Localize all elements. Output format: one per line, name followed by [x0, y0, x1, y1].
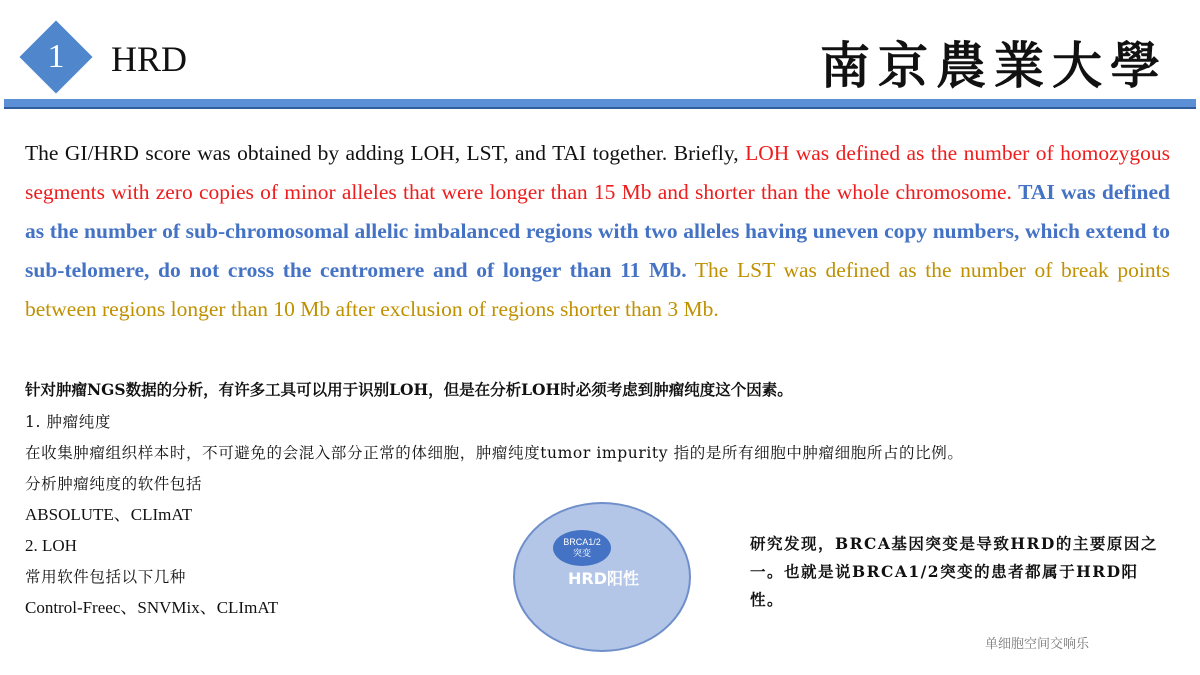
section-badge [16, 17, 96, 97]
list-item: ABSOLUTE、CLImAT [25, 505, 193, 524]
loh-definition-text: LOH was defined as the number of homozygous segments with zero copies of minor alleles that were longer than 15 Mb and shorter than the whole chromosome. [25, 141, 1170, 204]
header-divider [4, 99, 1196, 109]
list-item: 2. LOH [25, 536, 77, 555]
hrd-venn-diagram [513, 502, 693, 650]
footer-watermark: 单细胞空间交响乐 [985, 637, 1090, 652]
hrd-positive-label: HRD阳性 [568, 569, 639, 588]
list-item: 1. 肿瘤纯度 [25, 413, 111, 431]
brca-label: BRCA1/2 [563, 537, 601, 547]
list-item: 在收集肿瘤组织样本时，不可避免的会混入部分正常的体细胞，肿瘤纯度tumor impurity 指的是所有细胞中肿瘤细胞所占的比例。 [25, 444, 964, 462]
lst-definition-text: The LST was defined as the number of break points between regions longer than 10 Mb after exclusion of regions shorter than 3 Mb. [25, 258, 1170, 321]
list-item: 常用软件包括以下几种 [25, 568, 187, 586]
list-item: 分析肿瘤纯度的软件包括 [25, 475, 203, 493]
tai-definition-text: TAI was defined as the number of sub-chromosomal allelic imbalanced regions with two alleles having uneven copy numbers, which extend to sub-telomere, do not cross the centromere and of longer than 11 Mb. [25, 180, 1171, 282]
mutation-label: 突变 [572, 548, 591, 558]
chinese-intro-heading: 针对肿瘤NGS数据的分析，有许多工具可以用于识别LOH，但是在分析LOH时必须考虑到肿瘤纯度这个因素。 [25, 380, 793, 399]
section-number: 1 [47, 38, 65, 75]
hrd-definition-paragraph [25, 134, 1170, 329]
research-finding-text: 研究发现，BRCA基因突变是导致HRD的主要原因之一。也就是说BRCA1/2突变的患者都属于HRD阳性。 [750, 534, 1158, 609]
list-item: Control-Freec、SNVMix、CLImAT [25, 598, 279, 617]
brca-mutation-circle [553, 530, 611, 566]
slide-title: HRD [111, 39, 188, 79]
university-logo: 南京農業大學 [820, 36, 1168, 95]
gi-hrd-intro-text: The GI/HRD score was obtained by adding LOH, LST, and TAI together. Briefly, [25, 141, 746, 165]
